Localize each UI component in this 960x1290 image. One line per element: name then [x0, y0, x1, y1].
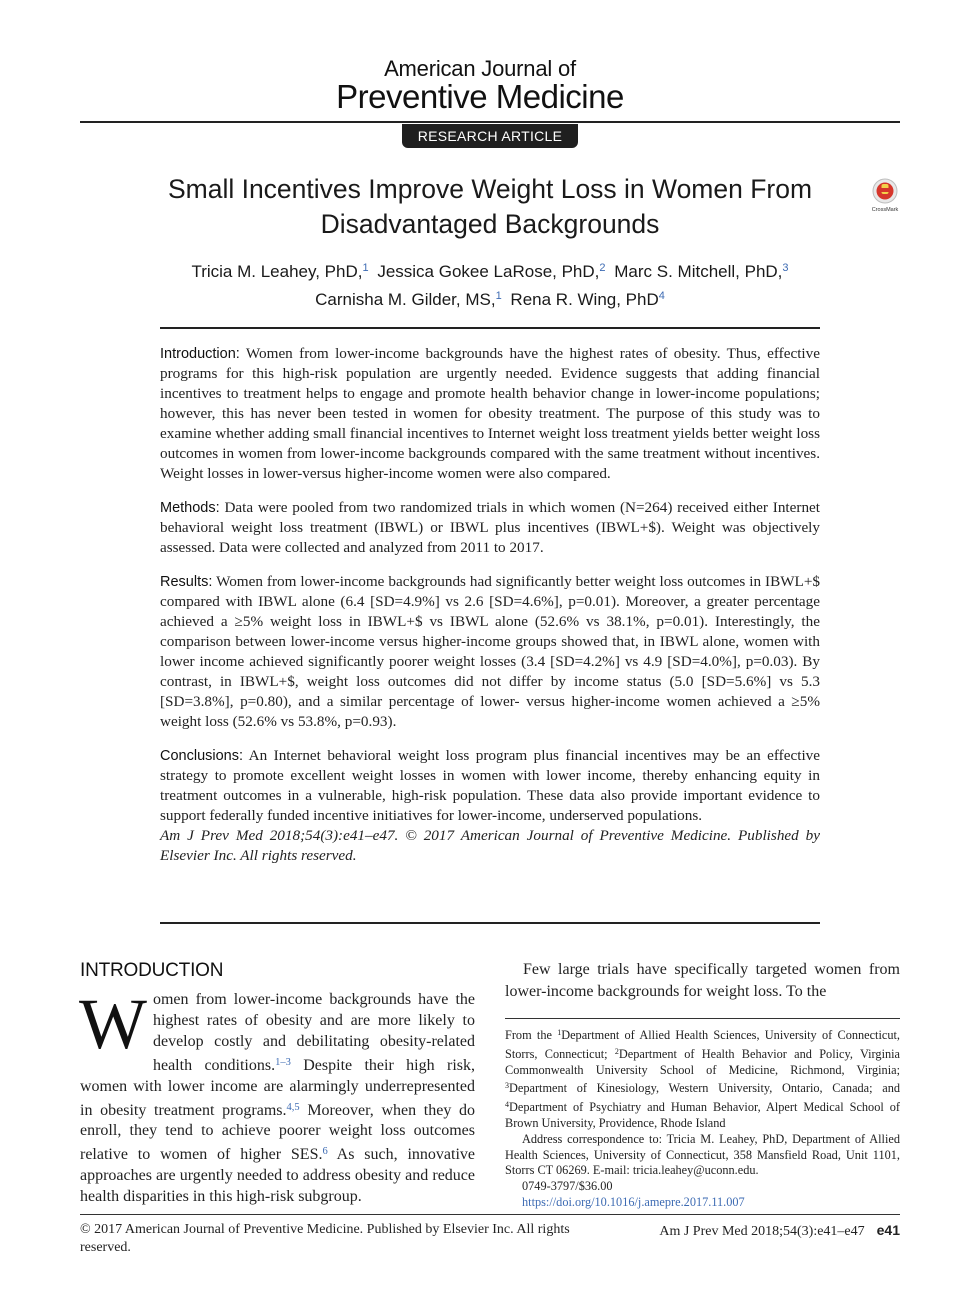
reference-link[interactable]: 1–3: [275, 1056, 291, 1068]
section-head: Introduction:: [160, 346, 240, 362]
abstract-introduction: Introduction: Women from lower-income backgrounds have the highest rates of obesity. Thus, effective programs for this high-risk population are urgently needed. Evidence suggests that adding financial incentives to treatment helps to engage and promote health behavior change in lower-income populations; however, this has never been tested in women for obesity treatment. The purpose of this study was to examine whether adding small financial incentives to Internet weight loss treatment yields better weight loss outcomes in women from lower-income backgrounds compared with the same treatment without incentives. Weight losses in lower-versus higher-income women were also compared.: [160, 345, 820, 482]
body-column-left: Women from lower-income backgrounds have the highest rates of obesity and are more likely to develop costly and debilitating obesity-related health conditions.$^{1-3}$ Despite their high risk, women with lower income are alarmingly underrepresented in obesity treatment programs.$^{4,5}$ Moreover, when they do enroll, they tend to achieve poorer weight loss outcomes relative to women of higher SES.$^6$ As such, innovative approaches are urgently needed to address obesity and reduce health disparities in this high-risk subgroup.: [79, 984, 475, 1206]
drop-cap: W: [79, 984, 147, 1064]
reference-link[interactable]: 4,5: [286, 1101, 300, 1113]
footer-copyright: © 2017 American Journal of Preventive Medicine. Published by Elsevier Inc. All rights reserved.: [80, 1222, 570, 1255]
affiliation-rule: [505, 1018, 900, 1019]
masthead-rule: [80, 121, 900, 123]
reference-link[interactable]: 6: [322, 1146, 328, 1158]
journal-name-line2: Preventive Medicine: [336, 78, 624, 115]
author-name: Rena R. Wing, PhD: [510, 290, 659, 309]
author-list: [100, 256, 880, 312]
journal-name-line1: American Journal of: [384, 56, 576, 81]
author-name: Marc S. Mitchell, PhD,: [614, 262, 783, 281]
footer-citation: Am J Prev Med 2018;54(3):e41–e47 e41: [659, 1222, 900, 1239]
section-head: Conclusions:: [160, 748, 244, 764]
doi-link[interactable]: https://doi.org/10.1016/j.amepre.2017.11.007: [522, 1194, 745, 1209]
abstract-bottom-rule: [160, 922, 820, 924]
issn: 0749-3797/$36.00: [522, 1179, 613, 1194]
abstract-citation: Am J Prev Med 2018;54(3):e41–e47. © 2017 American Journal of Preventive Medicine. Published by Elsevier Inc. All rights reserved.: [160, 827, 820, 864]
correspondence: Address correspondence to: Tricia M. Leahey, PhD, Department of Allied Health Sciences, University of Connecticut, 358 Mansfield Road, Unit 1101, Storrs CT 06269. E-mail: tricia.leahey@uconn.edu.: [505, 1131, 900, 1178]
affiliation-ref: 2: [599, 262, 606, 274]
affiliation-ref: 3: [782, 262, 789, 274]
abstract-top-rule: [160, 327, 820, 329]
article-type-badge: RESEARCH ARTICLE: [402, 124, 578, 148]
section-head: Methods:: [160, 500, 220, 516]
author-name: Carnisha M. Gilder, MS,: [315, 290, 496, 309]
crossmark-label: CrossMark: [871, 207, 899, 213]
affiliations: From the $^1$Department of Allied Health Sciences, University of Connecticut, Storrs, Connecticut; $^2$Department of Health Behavior and Policy, Virginia Commonwealth University School of Medicine, Richmond, Virginia; $^3$Department of Kinesiology, Western University, Ontario, Canada; and $^4$Department of Psychiatry and Human Behavior, Alpert Medical School of Brown University, Providence, Rhode Island Address correspondence to: Tricia M. Leahey, PhD, Department of Allied Health Sciences, University of Connecticut, 358 Mansfield Road, Unit 1101, Storrs CT 06269. E-mail: tricia.leahey@uconn.edu. 0749-3797/$36.00 https://doi.org/10.1016/j.amepre.2017.11.007: [505, 1028, 901, 1209]
affiliation-ref: 4: [658, 290, 665, 302]
section-head: Results:: [160, 574, 213, 590]
affiliation-ref: 1: [362, 262, 369, 274]
author-name: Jessica Gokee LaRose, PhD,: [377, 262, 600, 281]
author-name: Tricia M. Leahey, PhD,: [191, 262, 363, 281]
footer-rule: [80, 1214, 900, 1215]
affiliation-ref: 1: [495, 290, 502, 302]
body-column-right: Few large trials have specifically targeted women from lower-income backgrounds for weight loss. To the: [505, 961, 900, 1000]
abstract-conclusions: Conclusions: An Internet behavioral weight loss program plus financial incentives may be an effective strategy to promote excellent weight losses in women with lower income, thereby enhancing equity in treatment outcomes in a vulnerable, high-risk population. These data also provide important evidence to support federally funded incentive initiatives for lower-income, underserved populations.: [160, 747, 820, 824]
abstract: [160, 344, 820, 880]
abstract-methods: Methods: Data were pooled from two randomized trials in which women (N=264) received either Internet behavioral weight loss treatment (IBWL) or IBWL plus incentives (IBWL+$). Weight was objectively assessed. Data were collected and analyzed from 2011 to 2017.: [160, 499, 821, 556]
article-title: Small Incentives Improve Weight Loss in Women From Disadvantaged Backgrounds: [167, 174, 813, 239]
page-number: e41: [876, 1222, 900, 1238]
section-heading-introduction: INTRODUCTION: [80, 960, 224, 981]
crossmark-icon[interactable]: [866, 176, 904, 214]
abstract-results: Results: Women from lower-income backgrounds had significantly better weight loss outcomes in IBWL+$ compared with IBWL alone (6.4 [SD=4.9%] vs 2.6 [SD=4.6%], p=0.01). Moreover, a greater percentage achieved a ≥5% weight loss in IBWL+$ vs IBWL alone (52.6% vs 38.1%, p=0.01). Interestingly, the comparison between lower-income versus higher-income groups showed that, in IBWL alone, women with lower income achieved significantly poorer weight losses (3.4 [SD=4.2%] vs 4.9 [SD=4.0%], p=0.03). By contrast, in IBWL+$, weight loss outcomes did not differ by income status (5.0 [SD=5.6%] vs 5.3 [SD=3.8%], p=0.80), and a similar percentage of lower- versus higher-income women achieved a ≥5% weight loss (52.6% vs 53.8%, p=0.93).: [160, 573, 820, 730]
